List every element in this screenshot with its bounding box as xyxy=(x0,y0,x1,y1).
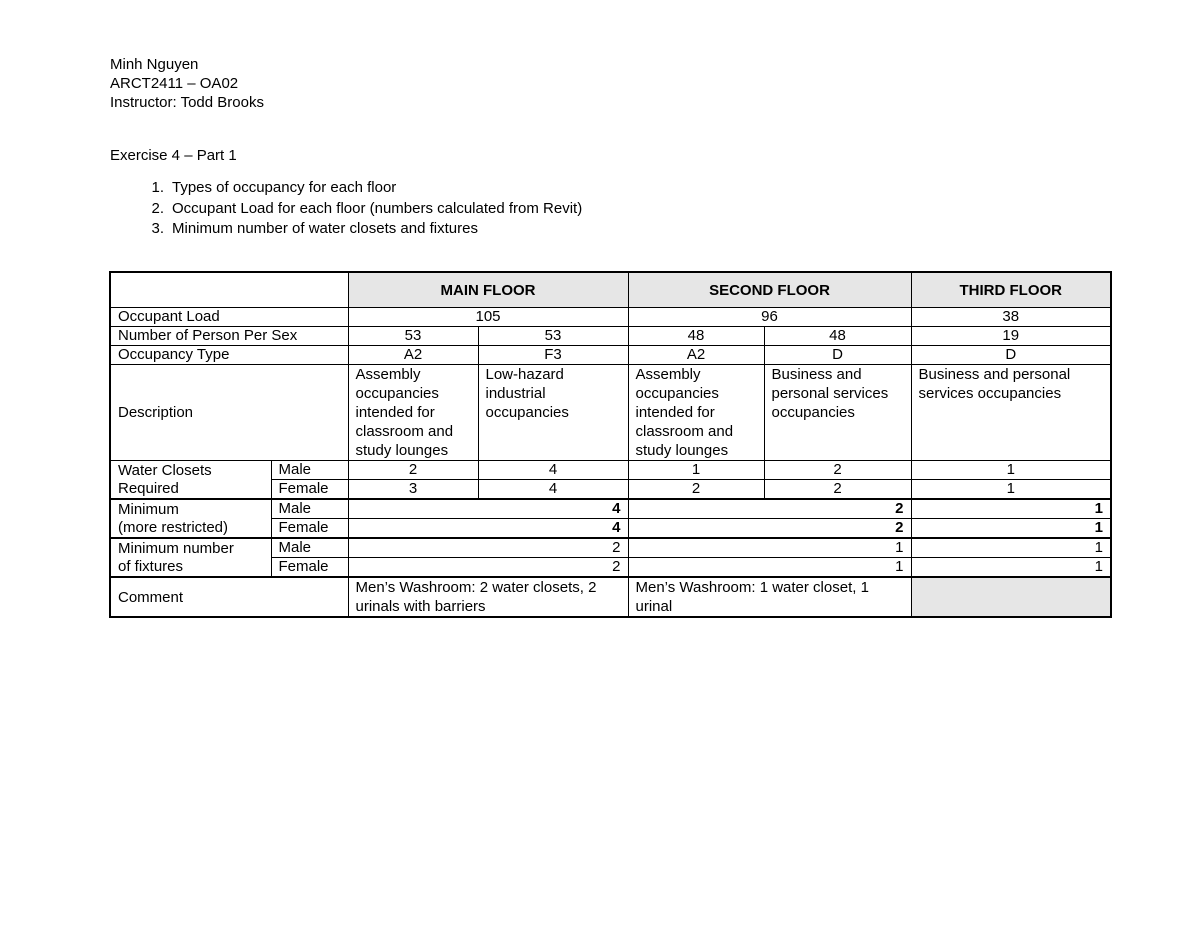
table-row xyxy=(110,346,1111,365)
table-cell: 1 xyxy=(911,480,1111,500)
instructor-name: Instructor: Todd Brooks xyxy=(110,94,264,111)
table-cell: Assembly occupancies intended for classroom and study lounges xyxy=(348,365,478,461)
task-item: 1. Types of occupancy for each floor xyxy=(151,179,397,196)
task-item: 2. Occupant Load for each floor (numbers calculated from Revit) xyxy=(151,199,583,217)
header-third-floor: THIRD FLOOR xyxy=(911,272,1111,308)
fixtures-male-third: 1 xyxy=(911,538,1111,558)
table-cell: 1 xyxy=(628,461,764,480)
table-cell: D xyxy=(764,346,911,365)
exercise-title: Exercise 4 – Part 1 xyxy=(110,147,237,164)
table-cell: 53 xyxy=(348,327,478,346)
table-cell: 2 xyxy=(628,480,764,500)
comment-main: Men’s Washroom: 2 water closets, 2 urinals with barriers xyxy=(348,577,628,617)
table-cell: F3 xyxy=(478,346,628,365)
table-cell: 48 xyxy=(628,327,764,346)
table-cell: Assembly occupancies intended for classroom and study lounges xyxy=(628,365,764,461)
table-row xyxy=(110,365,1111,461)
occupancy-table xyxy=(109,271,1112,618)
sex-label-male: Male xyxy=(271,461,348,480)
comment-second: Men’s Washroom: 1 water closet, 1 urinal xyxy=(628,577,911,617)
table-cell: Business and personal services occupancies xyxy=(764,365,911,461)
row-label-occupant-load: Occupant Load xyxy=(110,308,348,327)
minimum-male-third: 1 xyxy=(911,499,1111,519)
sex-label-male: Male xyxy=(271,538,348,558)
row-label-description: Description xyxy=(110,365,348,461)
sex-label-female: Female xyxy=(271,558,348,578)
header-blank-cell xyxy=(110,272,348,308)
table-cell: Low-hazard industrial occupancies xyxy=(478,365,628,461)
fixtures-male-second: 1 xyxy=(628,538,911,558)
table-cell: 2 xyxy=(764,461,911,480)
sex-label-male: Male xyxy=(271,499,348,519)
sex-label-female: Female xyxy=(271,480,348,500)
comment-third xyxy=(911,577,1111,617)
occupant-load-main: 105 xyxy=(348,308,628,327)
fixtures-female-second: 1 xyxy=(628,558,911,578)
table-cell: 1 xyxy=(911,461,1111,480)
fixtures-male-main: 2 xyxy=(348,538,628,558)
row-label-water-closets: Water Closets Required xyxy=(110,461,271,500)
table-cell: Business and personal services occupancies xyxy=(911,365,1111,461)
fixtures-female-third: 1 xyxy=(911,558,1111,578)
table-row xyxy=(110,499,1111,519)
task-list xyxy=(110,178,582,240)
row-label-minimum: Minimum (more restricted) xyxy=(110,499,271,538)
occupant-load-second: 96 xyxy=(628,308,911,327)
header-second-floor: SECOND FLOOR xyxy=(628,272,911,308)
row-label-comment: Comment xyxy=(110,577,348,617)
document-header xyxy=(110,55,264,112)
table-header-row xyxy=(110,272,1111,308)
row-label-fixtures: Minimum number of fixtures xyxy=(110,538,271,577)
table-row xyxy=(110,538,1111,558)
row-label-per-sex: Number of Person Per Sex xyxy=(110,327,348,346)
minimum-female-main: 4 xyxy=(348,519,628,539)
table-cell: 48 xyxy=(764,327,911,346)
occupant-load-third: 38 xyxy=(911,308,1111,327)
table-cell: A2 xyxy=(628,346,764,365)
table-cell: 53 xyxy=(478,327,628,346)
table-cell: 4 xyxy=(478,461,628,480)
course-code: ARCT2411 – OA02 xyxy=(110,75,239,92)
task-item: 3. Minimum number of water closets and fixtures xyxy=(151,220,478,237)
sex-label-female: Female xyxy=(271,519,348,539)
minimum-male-second: 2 xyxy=(628,499,911,519)
table-cell: A2 xyxy=(348,346,478,365)
table-cell: 4 xyxy=(478,480,628,500)
table-cell: 2 xyxy=(764,480,911,500)
minimum-male-main: 4 xyxy=(348,499,628,519)
table-cell: D xyxy=(911,346,1111,365)
minimum-female-second: 2 xyxy=(628,519,911,539)
header-main-floor: MAIN FLOOR xyxy=(348,272,628,308)
table-row xyxy=(110,577,1111,617)
author-name: Minh Nguyen xyxy=(110,56,199,73)
fixtures-female-main: 2 xyxy=(348,558,628,578)
table-row xyxy=(110,308,1111,327)
table-cell: 19 xyxy=(911,327,1111,346)
minimum-female-third: 1 xyxy=(911,519,1111,539)
row-label-occupancy-type: Occupancy Type xyxy=(110,346,348,365)
table-row xyxy=(110,327,1111,346)
table-row xyxy=(110,461,1111,480)
table-cell: 2 xyxy=(348,461,478,480)
table-cell: 3 xyxy=(348,480,478,500)
